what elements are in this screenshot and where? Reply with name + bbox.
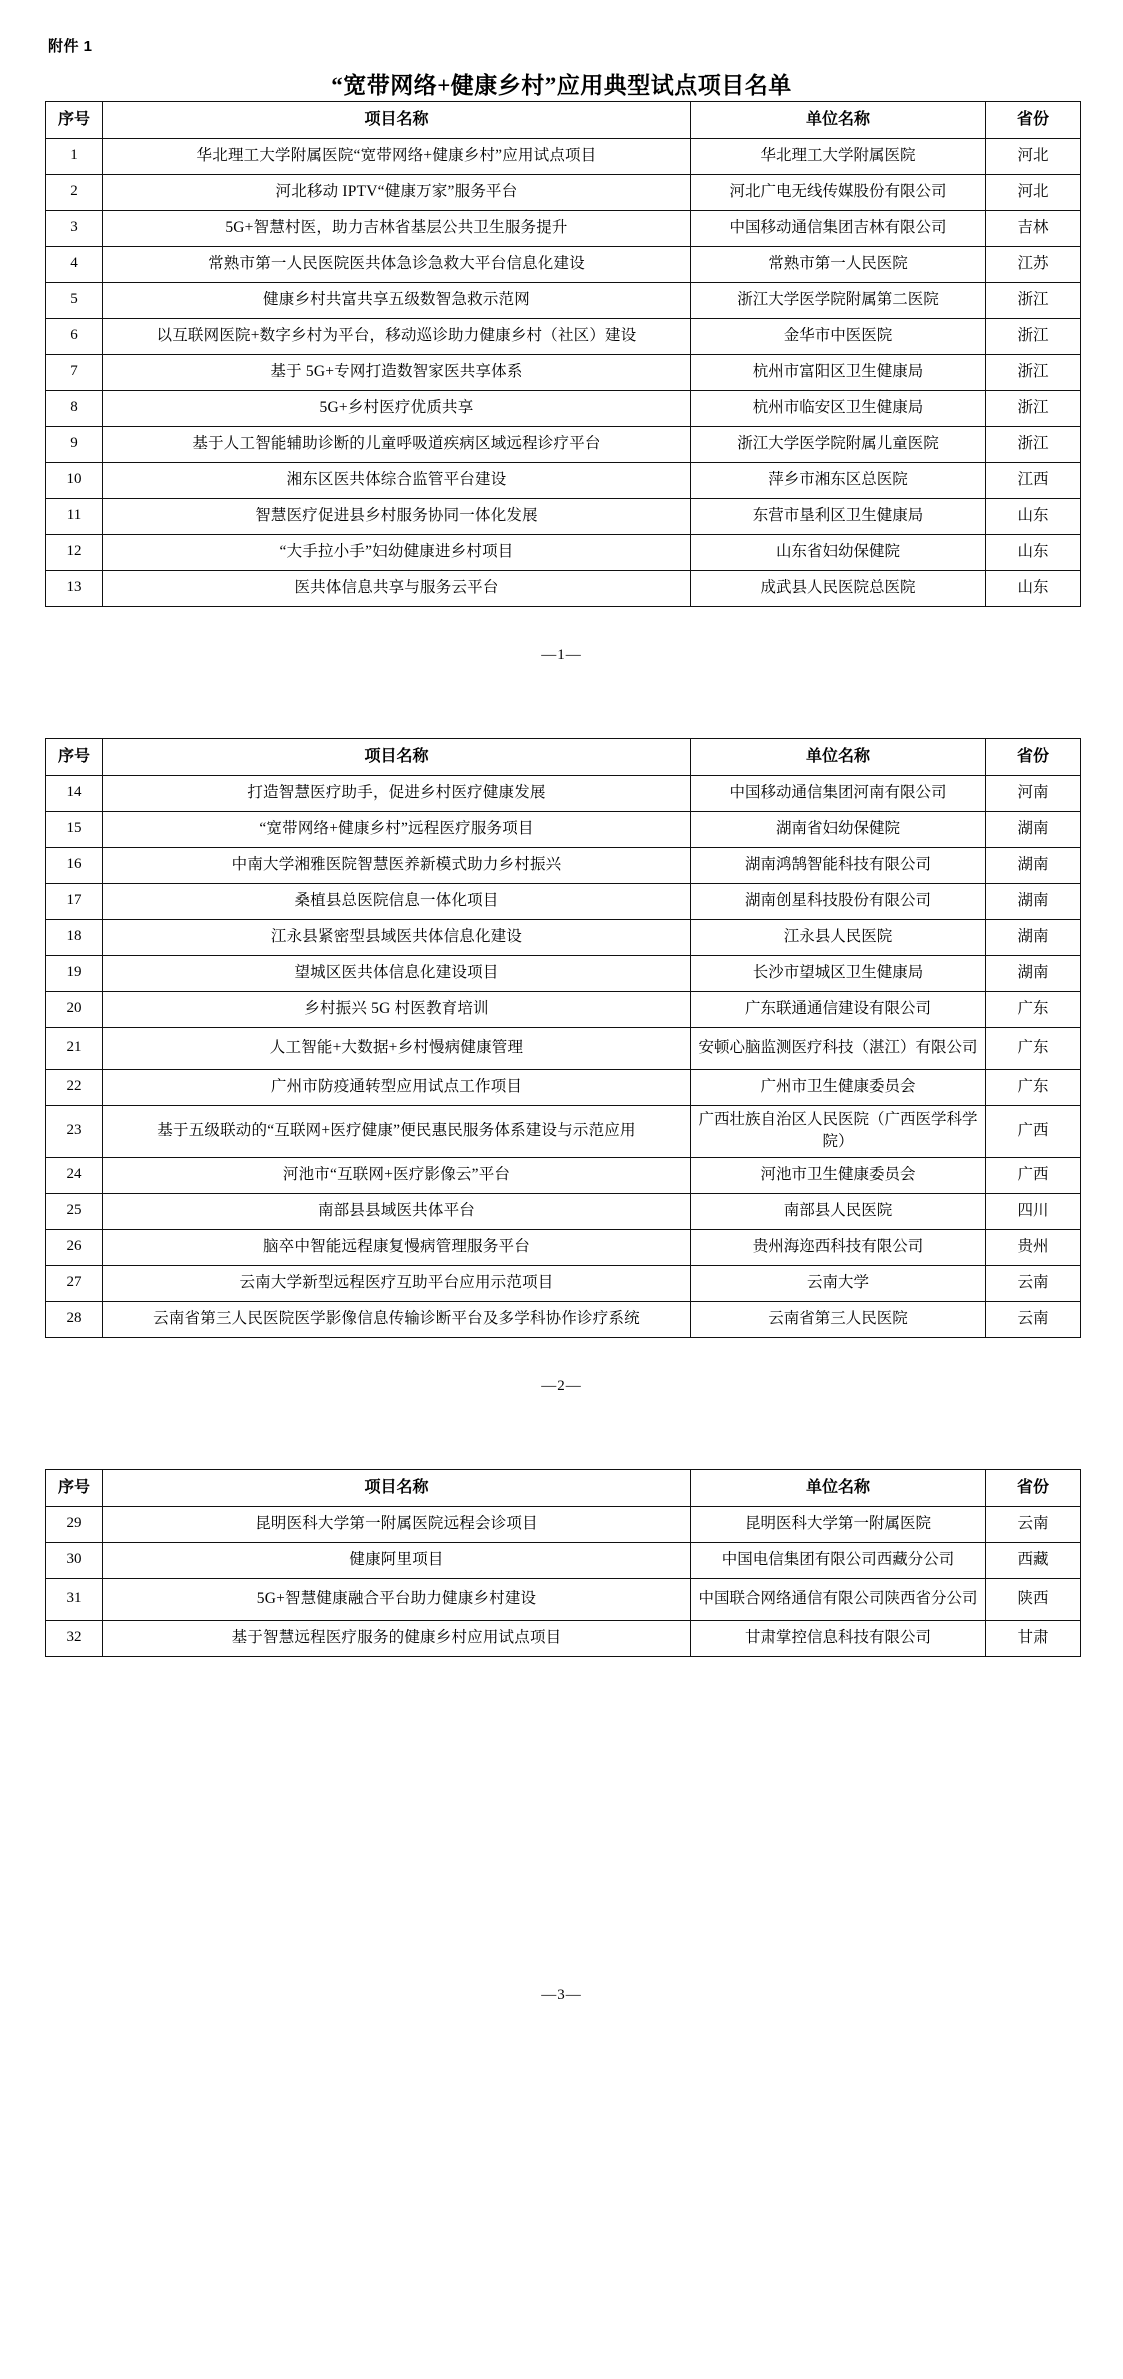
cell-unit: 广西壮族自治区人民医院（广西医学科学院） [691,1105,986,1157]
cell-province: 浙江 [986,318,1081,354]
cell-unit: 杭州市富阳区卫生健康局 [691,354,986,390]
table-row [46,1265,1081,1301]
cell-no: 31 [46,1578,103,1620]
header-no: 序号 [46,1469,103,1506]
cell-no: 1 [46,138,103,174]
cell-no: 3 [46,210,103,246]
cell-project: 桑植县总医院信息一体化项目 [103,883,691,919]
cell-project: 智慧医疗促进县乡村服务协同一体化发展 [103,498,691,534]
cell-project: 湘东区医共体综合监管平台建设 [103,462,691,498]
cell-unit: 南部县人民医院 [691,1193,986,1229]
table-row [46,883,1081,919]
cell-province: 浙江 [986,426,1081,462]
cell-no: 9 [46,426,103,462]
cell-province: 河北 [986,174,1081,210]
cell-no: 17 [46,883,103,919]
cell-project: 以互联网医院+数字乡村为平台，移动巡诊助力健康乡村（社区）建设 [103,318,691,354]
cell-project: 健康阿里项目 [103,1542,691,1578]
cell-province: 浙江 [986,354,1081,390]
cell-unit: 广州市卫生健康委员会 [691,1069,986,1105]
cell-project: 云南大学新型远程医疗互助平台应用示范项目 [103,1265,691,1301]
table-row [46,919,1081,955]
cell-project: 华北理工大学附属医院“宽带网络+健康乡村”应用试点项目 [103,138,691,174]
cell-no: 27 [46,1265,103,1301]
cell-unit: 金华市中医医院 [691,318,986,354]
table-row [46,847,1081,883]
cell-unit: 河北广电无线传媒股份有限公司 [691,174,986,210]
cell-no: 8 [46,390,103,426]
cell-province: 四川 [986,1193,1081,1229]
cell-no: 10 [46,462,103,498]
cell-province: 广东 [986,991,1081,1027]
page-number-2: —2— [541,1377,582,1394]
cell-unit: 河池市卫生健康委员会 [691,1157,986,1193]
cell-no: 28 [46,1301,103,1337]
header-project: 项目名称 [103,738,691,775]
cell-province: 江苏 [986,246,1081,282]
cell-project: 乡村振兴 5G 村医教育培训 [103,991,691,1027]
cell-unit: 萍乡市湘东区总医院 [691,462,986,498]
table-row [46,318,1081,354]
cell-province: 湖南 [986,883,1081,919]
table-row [46,1105,1081,1157]
cell-project: 基于五级联动的“互联网+医疗健康”便民惠民服务体系建设与示范应用 [103,1105,691,1157]
header-project: 项目名称 [103,101,691,138]
cell-province: 贵州 [986,1229,1081,1265]
cell-no: 16 [46,847,103,883]
cell-province: 山东 [986,498,1081,534]
cell-project: 医共体信息共享与服务云平台 [103,570,691,606]
cell-project: “大手拉小手”妇幼健康进乡村项目 [103,534,691,570]
cell-unit: 湖南创星科技股份有限公司 [691,883,986,919]
table-1-holder [45,101,1078,607]
cell-unit: 云南省第三人民医院 [691,1301,986,1337]
cell-no: 26 [46,1229,103,1265]
page-title: “宽带网络+健康乡村”应用典型试点项目名单 [331,73,792,98]
cell-project: 南部县县域医共体平台 [103,1193,691,1229]
header-province: 省份 [986,101,1081,138]
attachment-label: 附件 1 [48,38,93,55]
cell-unit: 东营市垦利区卫生健康局 [691,498,986,534]
cell-no: 6 [46,318,103,354]
table-row [46,1027,1081,1069]
header-unit: 单位名称 [691,738,986,775]
cell-unit: 杭州市临安区卫生健康局 [691,390,986,426]
table-row [46,498,1081,534]
header-project: 项目名称 [103,1469,691,1506]
cell-unit: 江永县人民医院 [691,919,986,955]
project-table-page-1 [45,101,1081,607]
cell-no: 22 [46,1069,103,1105]
cell-no: 30 [46,1542,103,1578]
cell-unit: 贵州海迩西科技有限公司 [691,1229,986,1265]
cell-no: 32 [46,1620,103,1656]
table-2-body [46,775,1081,1337]
cell-no: 14 [46,775,103,811]
cell-province: 广西 [986,1157,1081,1193]
header-unit: 单位名称 [691,101,986,138]
cell-no: 7 [46,354,103,390]
table-row [46,1578,1081,1620]
cell-unit: 云南大学 [691,1265,986,1301]
cell-project: 基于智慧远程医疗服务的健康乡村应用试点项目 [103,1620,691,1656]
table-3-body [46,1506,1081,1656]
page-3 [0,1469,1123,2004]
cell-unit: 浙江大学医学院附属第二医院 [691,282,986,318]
table-row [46,1157,1081,1193]
cell-no: 25 [46,1193,103,1229]
header-unit: 单位名称 [691,1469,986,1506]
cell-province: 广西 [986,1105,1081,1157]
cell-no: 24 [46,1157,103,1193]
table-row [46,811,1081,847]
page-number-3: —3— [541,1986,582,2003]
cell-province: 西藏 [986,1542,1081,1578]
table-row [46,1069,1081,1105]
cell-project: 脑卒中智能远程康复慢病管理服务平台 [103,1229,691,1265]
cell-province: 湖南 [986,847,1081,883]
cell-project: 人工智能+大数据+乡村慢病健康管理 [103,1027,691,1069]
cell-province: 湖南 [986,919,1081,955]
cell-unit: 昆明医科大学第一附属医院 [691,1506,986,1542]
cell-province: 陕西 [986,1578,1081,1620]
cell-project: 健康乡村共富共享五级数智急救示范网 [103,282,691,318]
table-row [46,1542,1081,1578]
cell-province: 吉林 [986,210,1081,246]
cell-project: 广州市防疫通转型应用试点工作项目 [103,1069,691,1105]
cell-unit: 广东联通通信建设有限公司 [691,991,986,1027]
table-row [46,354,1081,390]
table-row [46,390,1081,426]
cell-province: 湖南 [986,955,1081,991]
cell-unit: 甘肃掌控信息科技有限公司 [691,1620,986,1656]
cell-no: 2 [46,174,103,210]
cell-no: 19 [46,955,103,991]
cell-project: 5G+乡村医疗优质共享 [103,390,691,426]
cell-project: 5G+智慧村医，助力吉林省基层公共卫生服务提升 [103,210,691,246]
header-province: 省份 [986,738,1081,775]
table-2-holder [45,738,1078,1338]
table-row [46,426,1081,462]
table-row [46,534,1081,570]
project-table-page-2 [45,738,1081,1338]
cell-province: 云南 [986,1265,1081,1301]
header-no: 序号 [46,738,103,775]
cell-project: 基于人工智能辅助诊断的儿童呼吸道疾病区域远程诊疗平台 [103,426,691,462]
cell-project: 打造智慧医疗助手，促进乡村医疗健康发展 [103,775,691,811]
cell-no: 15 [46,811,103,847]
cell-province: 山东 [986,570,1081,606]
page-number-1: —1— [541,646,582,663]
cell-no: 20 [46,991,103,1027]
cell-project: 5G+智慧健康融合平台助力健康乡村建设 [103,1578,691,1620]
cell-no: 29 [46,1506,103,1542]
header-province: 省份 [986,1469,1081,1506]
table-row [46,991,1081,1027]
cell-unit: 常熟市第一人民医院 [691,246,986,282]
cell-no: 21 [46,1027,103,1069]
cell-province: 广东 [986,1027,1081,1069]
table-row [46,955,1081,991]
page-1 [0,0,1123,664]
table-row [46,282,1081,318]
table-row [46,462,1081,498]
cell-province: 湖南 [986,811,1081,847]
table-row [46,210,1081,246]
cell-province: 广东 [986,1069,1081,1105]
cell-project: 云南省第三人民医院医学影像信息传输诊断平台及多学科协作诊疗系统 [103,1301,691,1337]
cell-province: 浙江 [986,390,1081,426]
cell-province: 河北 [986,138,1081,174]
cell-province: 浙江 [986,282,1081,318]
table-row [46,138,1081,174]
cell-unit: 中国电信集团有限公司西藏分公司 [691,1542,986,1578]
table-row [46,1301,1081,1337]
cell-project: 常熟市第一人民医院医共体急诊急救大平台信息化建设 [103,246,691,282]
cell-unit: 湖南省妇幼保健院 [691,811,986,847]
cell-no: 5 [46,282,103,318]
table-row [46,246,1081,282]
cell-unit: 浙江大学医学院附属儿童医院 [691,426,986,462]
cell-project: 基于 5G+专网打造数智家医共享体系 [103,354,691,390]
cell-no: 11 [46,498,103,534]
cell-project: 望城区医共体信息化建设项目 [103,955,691,991]
table-row [46,1229,1081,1265]
table-header-row [46,101,1081,138]
cell-unit: 长沙市望城区卫生健康局 [691,955,986,991]
cell-project: 江永县紧密型县域医共体信息化建设 [103,919,691,955]
cell-no: 18 [46,919,103,955]
cell-province: 甘肃 [986,1620,1081,1656]
cell-province: 河南 [986,775,1081,811]
cell-unit: 成武县人民医院总医院 [691,570,986,606]
header-no: 序号 [46,101,103,138]
cell-no: 4 [46,246,103,282]
project-table-page-3 [45,1469,1081,1657]
table-row [46,174,1081,210]
cell-unit: 山东省妇幼保健院 [691,534,986,570]
cell-unit: 中国移动通信集团河南有限公司 [691,775,986,811]
cell-province: 江西 [986,462,1081,498]
table-3-holder [45,1469,1078,1657]
cell-project: 昆明医科大学第一附属医院远程会诊项目 [103,1506,691,1542]
table-row [46,1620,1081,1656]
cell-province: 云南 [986,1506,1081,1542]
cell-unit: 湖南鸿鹄智能科技有限公司 [691,847,986,883]
cell-no: 23 [46,1105,103,1157]
cell-no: 12 [46,534,103,570]
cell-province: 云南 [986,1301,1081,1337]
table-header-row [46,1469,1081,1506]
table-row [46,1506,1081,1542]
cell-unit: 中国联合网络通信有限公司陕西省分公司 [691,1578,986,1620]
table-row [46,570,1081,606]
cell-project: “宽带网络+健康乡村”远程医疗服务项目 [103,811,691,847]
page-2 [0,738,1123,1395]
cell-project: 河池市“互联网+医疗影像云”平台 [103,1157,691,1193]
cell-no: 13 [46,570,103,606]
cell-project: 河北移动 IPTV“健康万家”服务平台 [103,174,691,210]
cell-project: 中南大学湘雅医院智慧医养新模式助力乡村振兴 [103,847,691,883]
table-header-row [46,738,1081,775]
cell-unit: 中国移动通信集团吉林有限公司 [691,210,986,246]
cell-unit: 华北理工大学附属医院 [691,138,986,174]
table-1-body [46,138,1081,606]
cell-unit: 安顿心脑监测医疗科技（湛江）有限公司 [691,1027,986,1069]
cell-province: 山东 [986,534,1081,570]
table-row [46,775,1081,811]
table-row [46,1193,1081,1229]
